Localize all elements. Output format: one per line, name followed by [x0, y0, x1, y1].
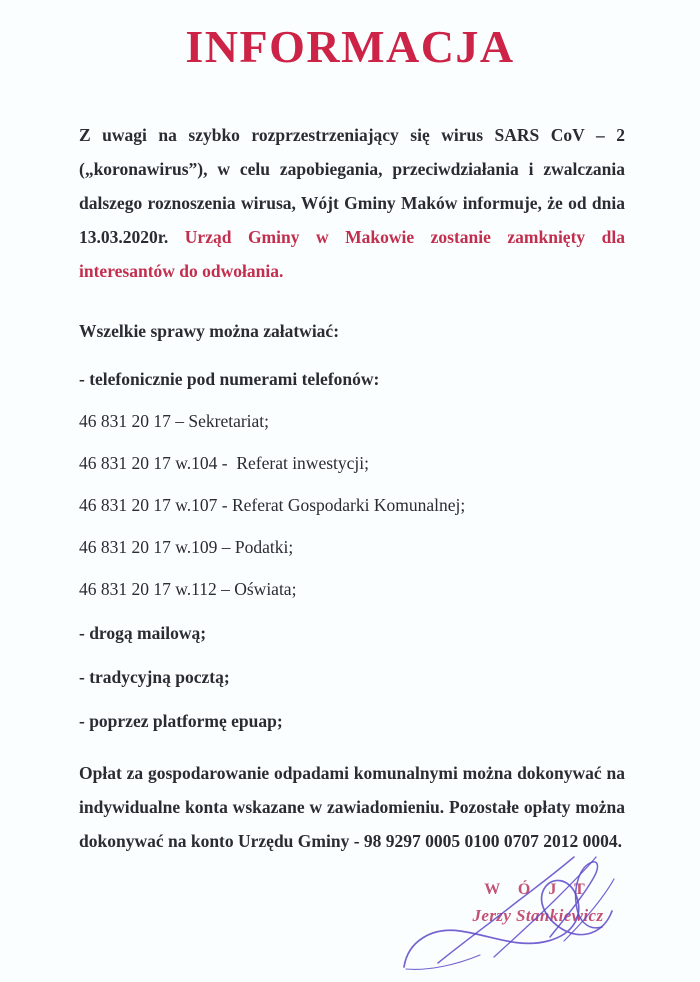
- channel-entry-post: - tradycyjną pocztą;: [79, 667, 230, 687]
- intro-red-text: Urząd Gminy w Makowie zostanie zamknięty dla interesantów do odwołania.: [79, 227, 625, 281]
- page-title: INFORMACJA: [185, 21, 515, 72]
- spacer: [79, 288, 625, 314]
- spacer: [79, 348, 625, 362]
- office-stamp: [398, 845, 678, 926]
- matters-heading: Wszelkie sprawy można załatwiać:: [79, 321, 340, 341]
- intro-paragraph: [79, 118, 625, 288]
- stamp-name: Jerzy Stankiewicz: [472, 906, 604, 925]
- phone-heading: - telefonicznie pod numerami telefonów:: [79, 369, 380, 389]
- channel-entry-epuap: - poprzez platformę epuap;: [79, 711, 283, 731]
- phone-entry: 46 831 20 17 w.109 – Podatki;: [79, 537, 294, 557]
- channel-entry-email: - drogą mailową;: [79, 623, 207, 643]
- spacer: [79, 738, 625, 756]
- payments-paragraph: Opłat za gospodarowanie odpadami komunalnymi można dokonywać na indywidualne konta wskazane w zawiadomieniu. Pozostałe opłaty można dokonywać na konto Urzędu Gminy - 98 9297 0005 0100 0707 2012 0004.: [79, 763, 625, 851]
- stamp-title: W Ó J T: [484, 881, 592, 898]
- signature-block: [398, 845, 678, 975]
- phone-entry: 46 831 20 17 – Sekretariat;: [79, 411, 270, 431]
- phone-entry: 46 831 20 17 w.104 - Referat inwestycji;: [79, 453, 369, 473]
- intro-black-text: Z uwagi na szybko rozprzestrzeniający się wirus SARS CoV – 2 („koronawirus”), w celu zapobiegania, przeciwdziałania i zwalczania dalszego roznoszenia wirusa, Wójt Gminy Maków informuje, że od dnia 13.03.2020r.: [79, 125, 625, 247]
- phone-entry: 46 831 20 17 w.107 - Referat Gospodarki Komunalnej;: [79, 495, 466, 515]
- document-body: [79, 118, 625, 858]
- phone-entry: 46 831 20 17 w.112 – Oświata;: [79, 579, 297, 599]
